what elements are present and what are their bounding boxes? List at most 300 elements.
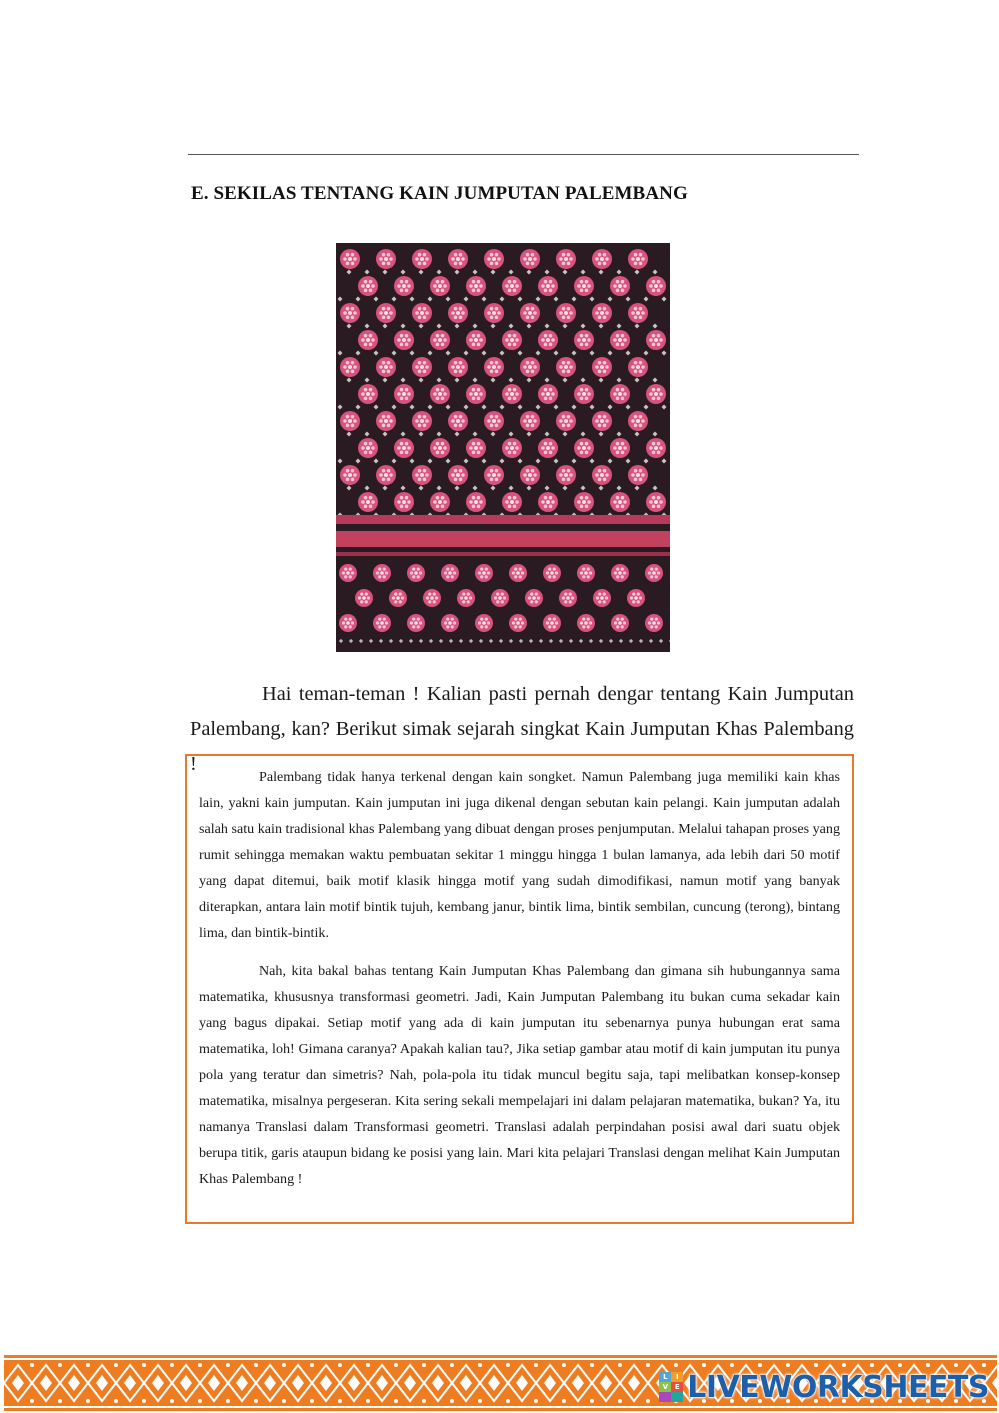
fabric-dot (344, 567, 347, 570)
fabric-dot (414, 571, 418, 575)
fabric-dot (364, 451, 368, 455)
fabric-dot (603, 253, 607, 257)
fabric-dot (343, 365, 347, 369)
fabric-dot (343, 473, 347, 477)
fabric-dot (519, 575, 522, 578)
fabric-dot (364, 289, 368, 293)
fabric-dot (544, 442, 548, 446)
fabric-dot (402, 392, 406, 396)
fabric-dot (621, 505, 625, 509)
fabric-dot (454, 307, 458, 311)
fabric-dot (448, 571, 452, 575)
fabric-dot (423, 307, 427, 311)
fabric-dot (585, 397, 589, 401)
fabric-dot (438, 392, 442, 396)
fabric-dot (461, 257, 465, 261)
fabric-dot (657, 334, 661, 338)
fabric-dot (580, 334, 584, 338)
fabric-dot (544, 334, 548, 338)
fabric-dot (444, 621, 447, 624)
footer-dot (674, 1363, 678, 1367)
fabric-dot (405, 334, 409, 338)
fabric-dot (461, 473, 465, 477)
fabric-dot (441, 496, 445, 500)
fabric-dot (369, 343, 373, 347)
fabric-dot (446, 575, 449, 578)
fabric-dot (361, 392, 365, 396)
fabric-dot (618, 284, 622, 288)
fabric-dot (623, 500, 627, 504)
fabric-dot (587, 567, 590, 570)
fabric-dot (446, 625, 449, 628)
fabric-dot (541, 446, 545, 450)
fabric-dot (580, 397, 584, 401)
fabric-dot (618, 571, 622, 575)
fabric-dot (569, 311, 573, 315)
fabric-dot (405, 280, 409, 284)
fabric-dot (418, 361, 422, 365)
fabric-dot (526, 307, 530, 311)
fabric-dot (400, 451, 404, 455)
fabric-dot (605, 365, 609, 369)
fabric-dot (657, 505, 661, 509)
fabric-dot (595, 473, 599, 477)
fabric-dot (639, 424, 643, 428)
fabric-dot (348, 365, 352, 369)
fabric-dot (587, 284, 591, 288)
footer-dot (86, 1399, 90, 1403)
fabric-dot (417, 625, 420, 628)
footer-dot (254, 1399, 258, 1403)
fabric-dot (535, 600, 538, 603)
fabric-dot (487, 365, 491, 369)
fabric-dot (454, 262, 458, 266)
fabric-dot (454, 415, 458, 419)
fabric-dot (549, 334, 553, 338)
fabric-dot (657, 442, 661, 446)
fabric-dot (582, 567, 585, 570)
fabric-stripe (336, 531, 670, 547)
fabric-dot (361, 446, 365, 450)
fabric-dot (603, 469, 607, 473)
fabric-dot (351, 478, 355, 482)
fabric-dot (380, 571, 384, 575)
fabric-dot (379, 473, 383, 477)
fabric-dot (454, 253, 458, 257)
fabric-dot (519, 625, 522, 628)
fabric-dot (441, 334, 445, 338)
fabric-dot (485, 625, 488, 628)
footer-line (4, 1406, 997, 1408)
fabric-dot (549, 289, 553, 293)
fabric-dot (600, 311, 604, 315)
footer-dot (870, 1363, 874, 1367)
fabric-dot (460, 596, 463, 599)
fabric-dot (400, 442, 404, 446)
fabric-dot (346, 361, 350, 365)
fabric-dot (467, 600, 470, 603)
fabric-dot (587, 575, 590, 578)
fabric-dot (567, 424, 571, 428)
fabric-dot (487, 257, 491, 261)
fabric-dot (587, 392, 591, 396)
fabric-dot (616, 343, 620, 347)
fabric-dot (412, 575, 415, 578)
fabric-dot (495, 424, 499, 428)
fabric-dot (531, 262, 535, 266)
fabric-dot (657, 388, 661, 392)
fabric-dot (346, 307, 350, 311)
fabric-dot (510, 284, 514, 288)
footer-dot (534, 1363, 538, 1367)
fabric-dot (405, 397, 409, 401)
fabric-dot (531, 469, 535, 473)
fabric-dot (436, 442, 440, 446)
fabric-dot (515, 392, 519, 396)
fabric-dot (508, 343, 512, 347)
fabric-dot (346, 424, 350, 428)
fabric-dot (461, 365, 465, 369)
fabric-dot (510, 446, 514, 450)
fabric-dot (349, 617, 352, 620)
fabric-dot (378, 625, 381, 628)
footer-dot (30, 1399, 34, 1403)
fabric-dot (418, 469, 422, 473)
fabric-dot (414, 621, 418, 625)
fabric-dot (446, 617, 449, 620)
fabric-dot (530, 592, 533, 595)
fabric-dot (389, 365, 393, 369)
footer-dot (114, 1399, 118, 1403)
fabric-dot (472, 388, 476, 392)
fabric-dot (632, 600, 635, 603)
fabric-dot (397, 284, 401, 288)
fabric-dot (379, 257, 383, 261)
footer-dot (982, 1363, 986, 1367)
fabric-dot (382, 262, 386, 266)
fabric-dot (453, 621, 456, 624)
fabric-dot (443, 338, 447, 342)
fabric-dot (346, 415, 350, 419)
fabric-dot (616, 617, 619, 620)
fabric-dot (613, 284, 617, 288)
fabric-dot (383, 617, 386, 620)
fabric-dot (459, 307, 463, 311)
fabric-dot (418, 307, 422, 311)
fabric-dot (510, 338, 514, 342)
fabric-dot (459, 370, 463, 374)
fabric-dot (614, 571, 617, 574)
fabric-dot (549, 505, 553, 509)
fabric-dot (618, 500, 622, 504)
fabric-dot (459, 253, 463, 257)
fabric-dot (513, 397, 517, 401)
fabric-dot (551, 284, 555, 288)
fabric-dot (469, 392, 473, 396)
fabric-dot (580, 289, 584, 293)
fabric-dot (596, 596, 599, 599)
fabric-dot (497, 473, 501, 477)
fabric-dot (544, 451, 548, 455)
fabric-dot (508, 442, 512, 446)
fabric-dot (384, 365, 388, 369)
fabric-dot (549, 343, 553, 347)
fabric-dot (652, 496, 656, 500)
fabric-dot (451, 617, 454, 620)
fabric-dot (603, 262, 607, 266)
fabric-dot (652, 571, 656, 575)
fabric-dot (639, 478, 643, 482)
fabric-dot (513, 388, 517, 392)
fabric-dot (551, 338, 555, 342)
fabric-dot (562, 262, 566, 266)
footer-dot (786, 1363, 790, 1367)
fabric-dot (364, 442, 368, 446)
fabric-dot (412, 567, 415, 570)
fabric-dot (396, 596, 400, 600)
fabric-dot (603, 316, 607, 320)
fabric-dot (513, 496, 517, 500)
fabric-dot (600, 473, 604, 477)
fabric-dot (417, 617, 420, 620)
fabric-dot (652, 621, 656, 625)
fabric-dot (549, 397, 553, 401)
fabric-dot (433, 500, 437, 504)
fabric-dot (564, 473, 568, 477)
fabric-dot (621, 575, 624, 578)
fabric-dot (342, 621, 345, 624)
fabric-dot (564, 257, 568, 261)
fabric-dot (441, 289, 445, 293)
fabric-dot (555, 571, 558, 574)
fabric-dot (553, 575, 556, 578)
fabric-dot (382, 361, 386, 365)
fabric-dot (472, 505, 476, 509)
fabric-dot (430, 596, 434, 600)
fabric-dot (503, 596, 506, 599)
fabric-dot (634, 415, 638, 419)
fabric-dot (482, 571, 486, 575)
fabric-dot (415, 365, 419, 369)
fabric-dot (492, 365, 496, 369)
fabric-dot (571, 596, 574, 599)
footer-dot (394, 1363, 398, 1367)
fabric-dot (472, 496, 476, 500)
fabric-dot (349, 575, 352, 578)
fabric-dot (526, 253, 530, 257)
fabric-dot (634, 307, 638, 311)
fabric-dot (587, 338, 591, 342)
fabric-dot (482, 621, 486, 625)
fabric-dot (501, 600, 504, 603)
fabric-dot (505, 392, 509, 396)
fabric-dot (523, 257, 527, 261)
fabric-dot (399, 592, 402, 595)
footer-dot (646, 1363, 650, 1367)
fabric-dot (567, 415, 571, 419)
fabric-dot (544, 289, 548, 293)
fabric-dot (515, 338, 519, 342)
fabric-dot (382, 469, 386, 473)
fabric-dot (435, 596, 438, 599)
fabric-dot (616, 625, 619, 628)
fabric-dot (584, 571, 588, 575)
fabric-dot (521, 621, 524, 624)
fabric-dot (598, 478, 602, 482)
fabric-dot (621, 442, 625, 446)
fabric-dot (600, 419, 604, 423)
fabric-dot (415, 257, 419, 261)
fabric-dot (636, 257, 640, 261)
fabric-dot (384, 257, 388, 261)
fabric-dot (343, 311, 347, 315)
fabric-dot (632, 592, 635, 595)
fabric-dot (605, 473, 609, 477)
fabric-dot (531, 316, 535, 320)
fabric-dot (528, 365, 532, 369)
fabric-dot (438, 446, 442, 450)
fabric-dot (351, 316, 355, 320)
fabric-dot (469, 500, 473, 504)
fabric-dot (371, 500, 375, 504)
fabric-dot (441, 505, 445, 509)
fabric-dot (559, 311, 563, 315)
fabric-dot (648, 571, 651, 574)
fabric-dot (480, 567, 483, 570)
fabric-dot (383, 567, 386, 570)
fabric-dot (512, 571, 515, 574)
fabric-dot (559, 257, 563, 261)
fabric-dot (346, 316, 350, 320)
fabric-dot (369, 280, 373, 284)
fabric-dot (613, 500, 617, 504)
fabric-dot (419, 621, 422, 624)
footer-dot (198, 1363, 202, 1367)
fabric-dot (562, 361, 566, 365)
fabric-dot (657, 571, 660, 574)
fabric-dot (585, 442, 589, 446)
fabric-dot (420, 473, 424, 477)
fabric-dot (595, 311, 599, 315)
intro-paragraph: Hai teman-teman ! Kalian pasti pernah dengar tentang Kain Jumputan Palembang, kan? Berikut simak sejarah singkat Kain Jumputan Khas Palembang ! (190, 683, 854, 775)
fabric-dot (505, 284, 509, 288)
fabric-dot (508, 451, 512, 455)
fabric-dot (634, 469, 638, 473)
fabric-dot (528, 473, 532, 477)
fabric-dot (402, 284, 406, 288)
fabric-dot (603, 361, 607, 365)
fabric-dot (412, 617, 415, 620)
fabric-dot (351, 262, 355, 266)
fabric-dot (514, 617, 517, 620)
fabric-dot (650, 567, 653, 570)
fabric-dot (621, 334, 625, 338)
history-text-box (185, 754, 854, 1224)
fabric-dot (420, 419, 424, 423)
fabric-dot (480, 625, 483, 628)
fabric-dot (510, 500, 514, 504)
fabric-dot (531, 370, 535, 374)
fabric-dot (428, 592, 431, 595)
fabric-dot (613, 446, 617, 450)
fabric-dot (366, 392, 370, 396)
fabric-dot (621, 397, 625, 401)
fabric-dot (364, 496, 368, 500)
fabric-dot (598, 253, 602, 257)
footer-dot (730, 1363, 734, 1367)
fabric-dot (477, 343, 481, 347)
fabric-dot (364, 397, 368, 401)
fabric-dot (549, 451, 553, 455)
fabric-dot (382, 370, 386, 374)
fabric-dot (485, 617, 488, 620)
fabric-dot (510, 392, 514, 396)
fabric-dot (349, 625, 352, 628)
fabric-dot (657, 280, 661, 284)
fabric-dot (544, 280, 548, 284)
fabric-dot (400, 343, 404, 347)
fabric-dot (652, 343, 656, 347)
fabric-dot (438, 500, 442, 504)
fabric-dot (383, 575, 386, 578)
fabric-dot (436, 388, 440, 392)
fabric-dot (361, 500, 365, 504)
fabric-dot (423, 316, 427, 320)
fabric-dot (448, 621, 452, 625)
fabric-dot (548, 575, 551, 578)
fabric-dot (519, 567, 522, 570)
fabric-dot (472, 451, 476, 455)
fabric-dot (397, 500, 401, 504)
footer-dot (282, 1363, 286, 1367)
fabric-dot (526, 469, 530, 473)
fabric-dot (397, 338, 401, 342)
fabric-dot (344, 617, 347, 620)
fabric-dot (451, 567, 454, 570)
fabric-dot (533, 311, 537, 315)
fabric-dot (477, 496, 481, 500)
fabric-dot (639, 307, 643, 311)
fabric-dot (389, 311, 393, 315)
footer-dot (394, 1399, 398, 1403)
fabric-dot (495, 361, 499, 365)
fabric-dot (600, 365, 604, 369)
fabric-dot (360, 592, 363, 595)
fabric-dot (613, 338, 617, 342)
fabric-dot (462, 592, 465, 595)
fabric-dot (652, 397, 656, 401)
fabric-dot (348, 311, 352, 315)
fabric-dot (564, 365, 568, 369)
fabric-dot (654, 392, 658, 396)
fabric-dot (469, 596, 472, 599)
fabric-dot (580, 280, 584, 284)
fabric-dot (444, 571, 447, 574)
fabric-dot (639, 370, 643, 374)
fabric-dot (366, 284, 370, 288)
fabric-dot (490, 370, 494, 374)
fabric-dot (551, 500, 555, 504)
fabric-stripe (336, 515, 670, 524)
fabric-dot (567, 370, 571, 374)
fabric-dot (598, 469, 602, 473)
fabric-dot (546, 621, 549, 624)
footer-dot (198, 1399, 202, 1403)
fabric-dot (616, 496, 620, 500)
fabric-dot (634, 253, 638, 257)
footer-dot (618, 1363, 622, 1367)
fabric-dot (582, 500, 586, 504)
